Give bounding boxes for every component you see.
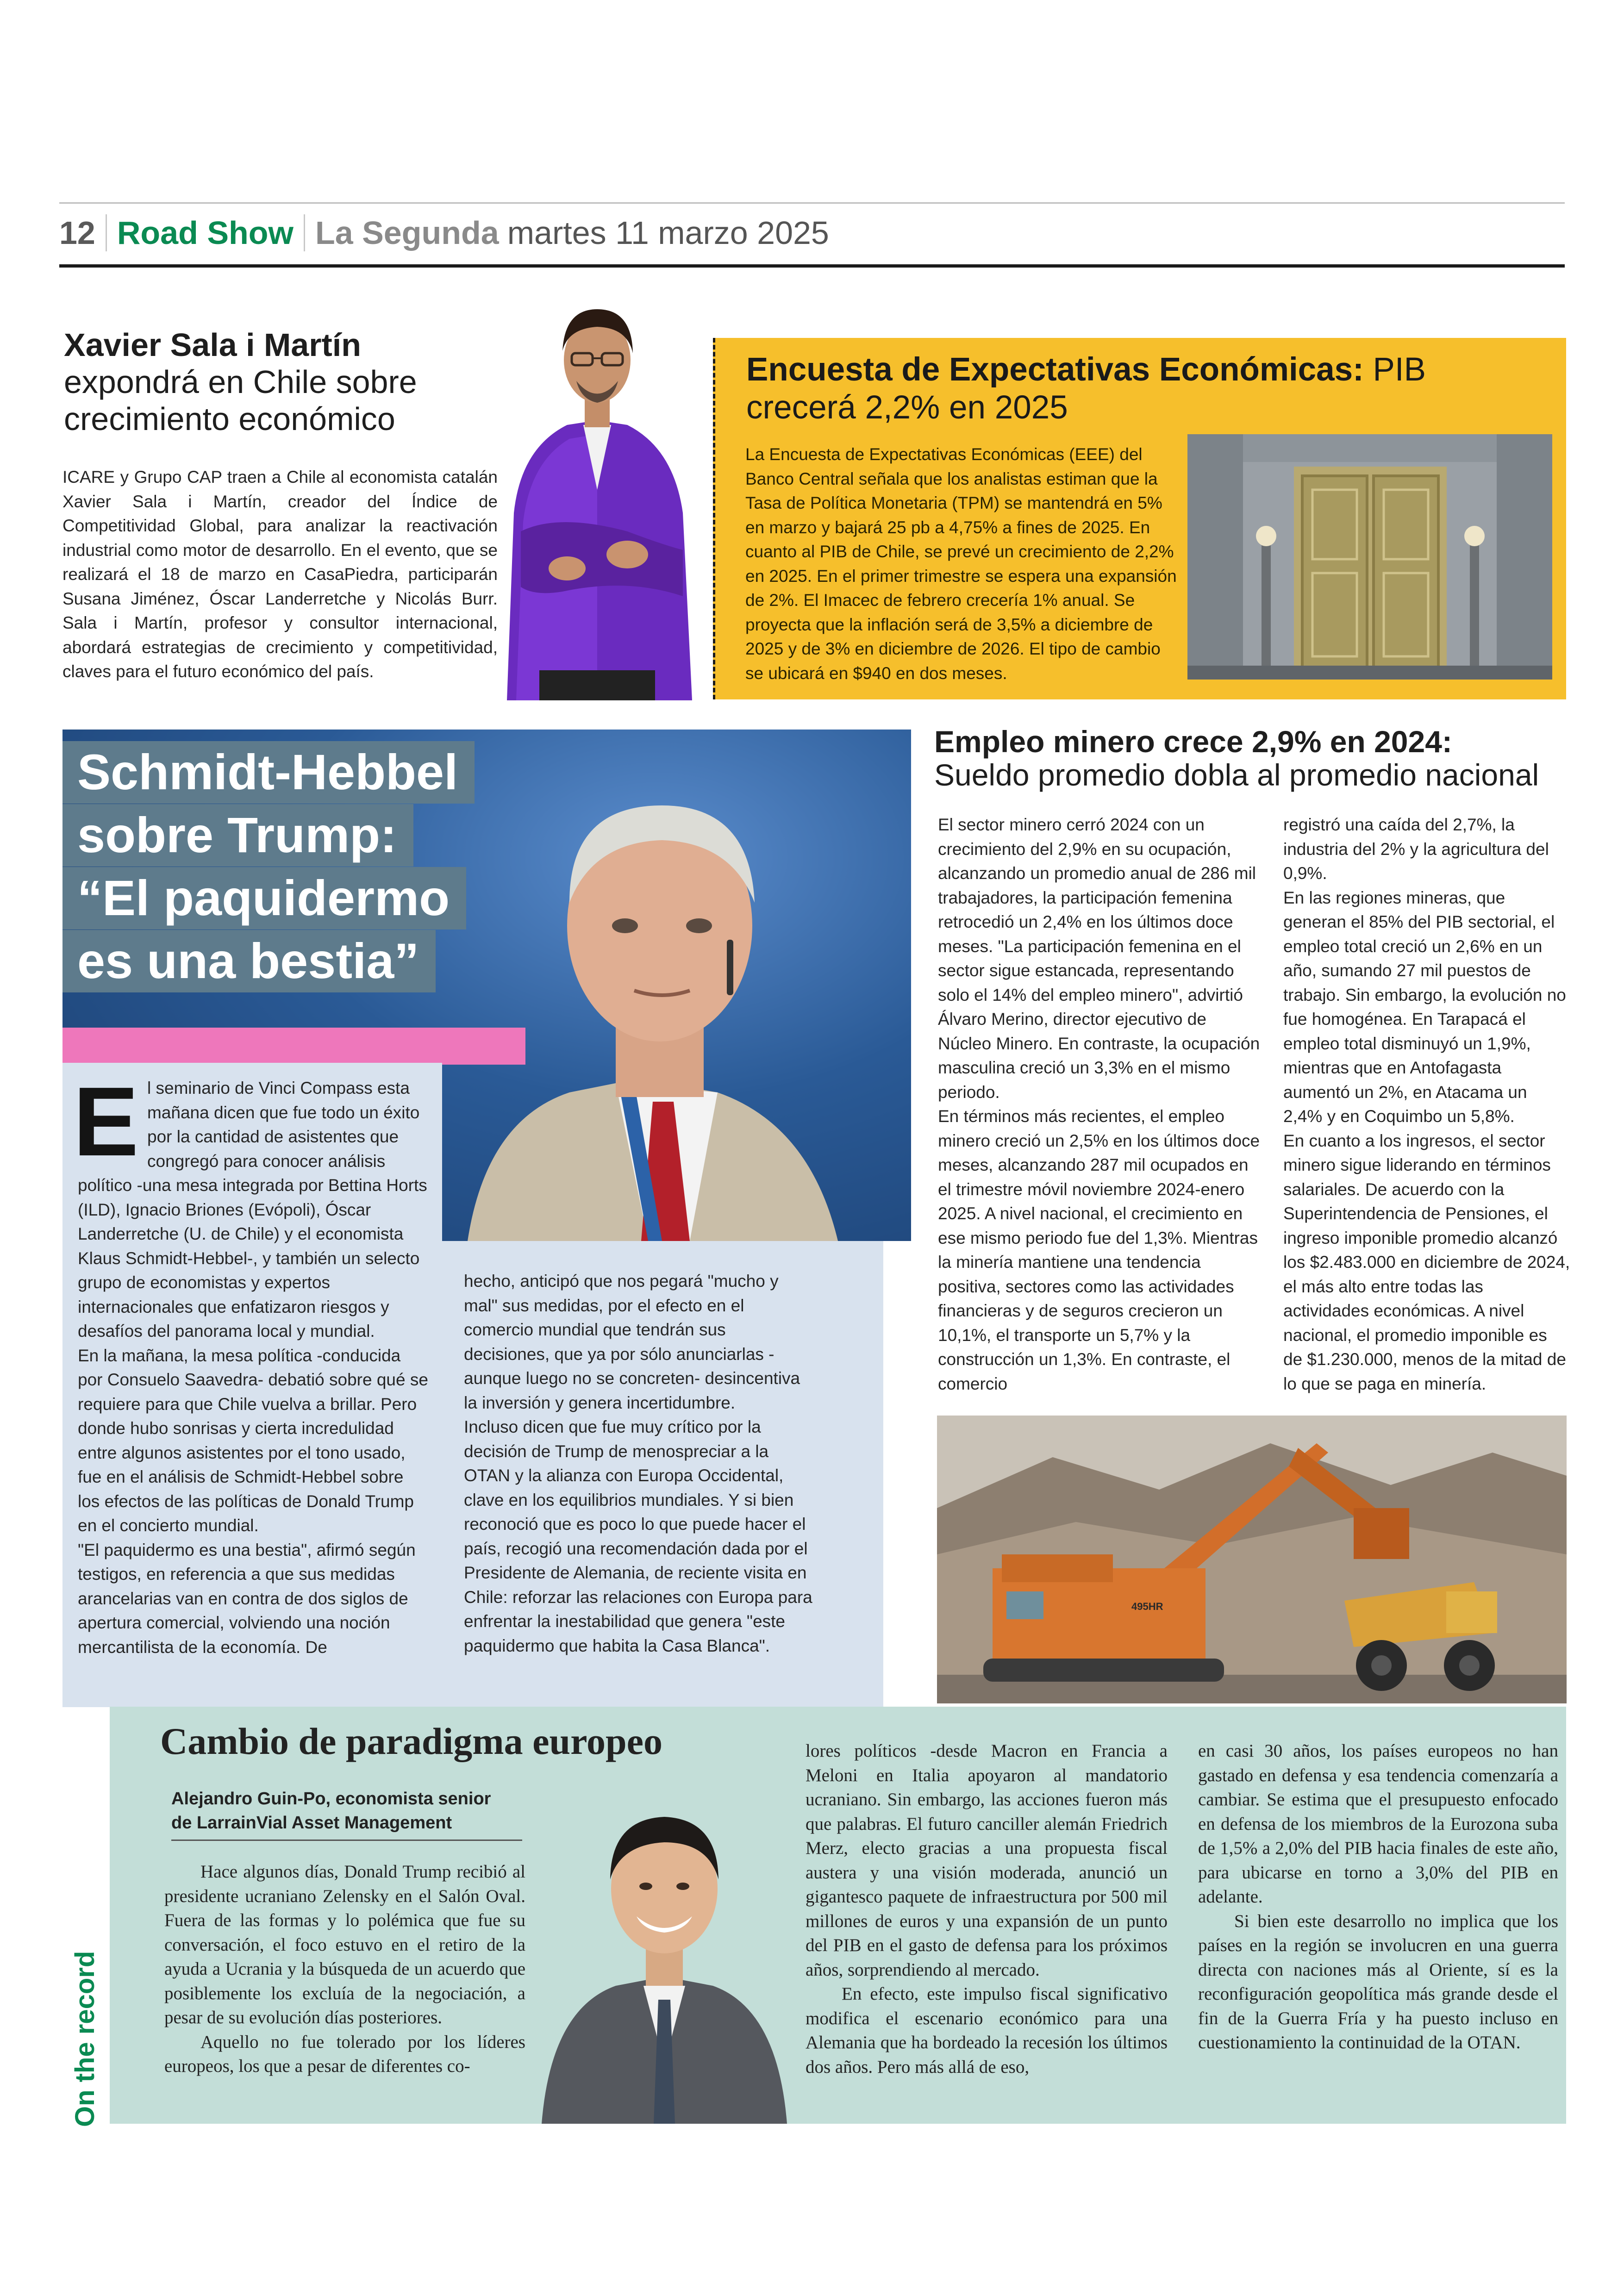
schmidt-headline xyxy=(62,741,479,992)
otr-paragraph-5: en casi 30 años, los países europeos no han gastado en defensa y esa tendencia comenzaría a cambiar. Se estima que el presupuesto enfocado en defensa de los miembros de la Eurozona suba de 1,5% a 2,0% del PIB hacia finales de este año, para ubicarse en torno a 3,0% del PIB en adelante. xyxy=(1198,1741,1558,1907)
otr-paragraph-4: En efecto, este impulso fiscal significativo modifica el escenario económico para una Alemania que ha bordeado la recesión los últimos dos años. Pero más allá de eso, xyxy=(806,1984,1168,2077)
on-the-record-author xyxy=(171,1787,523,1835)
otr-paragraph-2: Aquello no fue tolerado por los líderes europeos, los que a pesar de diferentes co- xyxy=(164,2032,525,2076)
header-divider xyxy=(304,214,305,251)
schmidt-paragraph-2: En la mañana, la mesa política -conducida por Consuelo Saavedra- debatió sobre qué se requiere para que Chile vuelva a brillar. Pero donde hubo sonrisas y cierta incredulidad entre algunos asistentes por el tono usado, fue en el análisis de Schmidt-Hebbel sobre los efectos de las políticas de Donald Trump en el concierto mundial. xyxy=(78,1346,428,1535)
schmidt-column-1 xyxy=(78,1076,430,1659)
xavier-paragraph: ICARE y Grupo CAP traen a Chile al economista catalán Xavier Sala i Martín, creador del Índice de Competitividad Global, para analizar la reactivación industrial como motor de desarrollo. En el evento, que se realizará el 18 de marzo en CasaPiedra, participarán Susana Jiménez, Óscar Landerretche y Nicolás Burr. Sala i Martín, profesor y consultor internacional, abordará estrategias de crecimiento y competitividad, claves para el futuro económico del país. xyxy=(62,468,498,681)
schmidt-headline-line2: sobre Trump: xyxy=(62,804,413,867)
schmidt-paragraph-1 xyxy=(78,1076,430,1344)
encuesta-paragraph: La Encuesta de Expectativas Económicas (EEE) del Banco Central señala que los analistas estiman que la Tasa de Política Monetaria (TPM) se mantendrá en 5% en marzo y bajará 25 pb a 4,75% a fines de 2025. En cuanto al PIB de Chile, se prevé un crecimiento de 2,2% en 2025. En el primer trimestre se espera una expansión de 2%. El Imacec de febrero crecería 1% anual. Se proyecta que la inflación será de 3,5% a diciembre de 2025 y de 3% en diciembre de 2026. El tipo de cambio se ubicará en $940 en dos meses. xyxy=(745,445,1177,683)
page-number: 12 xyxy=(59,215,95,251)
on-the-record-headline: Cambio de paradigma europeo xyxy=(160,1720,663,1762)
schmidt-pink-accent-bar xyxy=(62,1028,525,1065)
banco-central-door-photo xyxy=(1187,434,1552,680)
encuesta-headline-bold: Encuesta de Expectativas Económicas: xyxy=(746,351,1364,388)
schmidt-headline-line3: “El paquidermo xyxy=(62,867,466,929)
empleo-paragraph-2: En términos más recientes, el empleo minero creció un 2,5% en los últimos doce meses, alcanzando 287 mil ocupados en el trimestre móvil noviembre 2024-enero 2025. A nivel nacional, el crecimiento en ese mismo periodo fue del 1,3%. Mientras la minería mantiene una tendencia positiva, sectores como las actividades financieras y de seguros crecieron un 10,1%, el transporte un 5,7% y la construcción un 1,3%. En contraste, el comercio xyxy=(938,1107,1260,1393)
schmidt-paragraph-5: Incluso dicen que fue muy crítico por la decisión de Trump de menospreciar a la OTAN y la alianza con Europa Occidental, clave en los equilibrios mundiales. Y si bien reconoció que es poco lo que puede hacer el país, recogió una recomendación dada por el Presidente de Alemania, de reciente visita en Chile: reforzar las relaciones con Europa para enfrentar la inestabilidad que genera "este paquidermo que habita la Casa Blanca". xyxy=(464,1417,812,1655)
xavier-headline-line2: crecimiento económico xyxy=(64,401,395,437)
empleo-headline-bold: Empleo minero crece 2,9% en 2024: xyxy=(934,724,1452,759)
mining-equipment-photo xyxy=(937,1416,1567,1703)
otr-paragraph-6: Si bien este desarrollo no implica que los países en la región se involucren en una guerra directa con naciones más al Oriente, sí es la reconfiguración geopolítica más grande desde el fin de la Guerra Fría y ha puesto incluso en cuestionamiento la continuidad de la OTAN. xyxy=(1198,1911,1558,2052)
on-the-record-label: On the record xyxy=(70,1951,100,2127)
schmidt-portrait xyxy=(431,741,911,1241)
page-header xyxy=(59,207,829,258)
author-portrait xyxy=(532,1768,796,2124)
empleo-paragraph-5: En cuanto a los ingresos, el sector minero sigue liderando en términos salariales. De acuerdo con la Superintendencia de Pensiones, el ingreso imponible promedio alcanzó los $2.483.000 en diciembre de 2024, el más alto entre todas las actividades económicas. A nivel nacional, el promedio imponible es de $1.230.000, menos de la mitad de lo que se paga en minería. xyxy=(1283,1131,1570,1393)
xavier-portrait xyxy=(488,272,706,700)
schmidt-paragraph-4: hecho, anticipó que nos pegará "mucho y mal" sus medidas, por el efecto en el comercio mundial que tendrán sus decisiones, que ya por sólo anunciarlas -aunque luego no se concreten- desincentiva la inversión y genera incertidumbre. xyxy=(464,1272,800,1412)
author-line-2: de LarrainVial Asset Management xyxy=(171,1813,452,1833)
on-the-record-column-1 xyxy=(164,1860,525,2079)
schmidt-headline-line1: Schmidt-Hebbel xyxy=(62,741,475,804)
header-top-rule xyxy=(59,202,1565,204)
schmidt-paragraph-1-text: l seminario de Vinci Compass esta mañana dicen que fue todo un éxito por la cantidad de asistentes que congregó para conocer análisis político -una mesa integrada por Bettina Horts (ILD), Ignacio Briones (Evópoli), Óscar Landerretche (U. de Chile) y el economista Klaus Schmidt-Hebbel-, y también un selecto grupo de economistas y expertos internacionales que enfatizaron riesgos y desafíos del panorama local y mundial. xyxy=(78,1079,427,1341)
otr-paragraph-1: Hace algunos días, Donald Trump recibió al presidente ucraniano Zelensky en el Salón Oval. Fuera de las formas y lo polémica que fue su conversación, el foco estuvo en el retiro de la ayuda a Ucrania y la búsqueda de un acuerdo que posiblemente los excluía de la negociación, a pesar de su evolución días posteriores. xyxy=(164,1862,525,2027)
section-name: Road Show xyxy=(117,215,294,251)
empleo-column-1 xyxy=(938,813,1262,1396)
empleo-paragraph-1: El sector minero cerró 2024 con un crecimiento del 2,9% en su ocupación, alcanzando un promedio anual de 286 mil trabajadores, la participación femenina retrocedió un 2,4% en los últimos doce meses. "La participación femenina en el sector sigue estancada, representando solo el 14% del empleo minero", advirtió Álvaro Merino, director ejecutivo de Núcleo Minero. En contraste, la ocupación masculina creció un 3,3% en el mismo periodo. xyxy=(938,815,1260,1102)
encuesta-headline xyxy=(746,351,1543,427)
shovel-model-label: 495HR xyxy=(1131,1601,1163,1612)
author-line-1: Alejandro Guin-Po, economista senior xyxy=(171,1789,491,1809)
encuesta-headline-rest: PIB crecerá 2,2% en 2025 xyxy=(746,351,1426,426)
schmidt-drop-cap: E xyxy=(73,1066,139,1176)
otr-paragraph-3: lores políticos -desde Macron en Francia a Meloni en Italia apoyaron al mandatorio ucraniano. Sin embargo, las acciones fueron más que palabras. El futuro canciller alemán Friedrich Merz, electo gracias a una propuesta fiscal austera y una visión moderada, anunció un gigantesco paquete de infraestructura por 500 mil millones de euros y una expansión de un punto del PIB en el gasto de defensa para los próximos años, sorprendiendo al mercado. xyxy=(806,1741,1168,1980)
on-the-record-column-3 xyxy=(1198,1739,1558,2055)
empleo-paragraph-4: En las regiones mineras, que generan el 85% del PIB sectorial, el empleo total creció un 2,6% en un año, sumando 27 mil puestos de trabajo. Sin embargo, la evolución no fue homogénea. En Tarapacá el empleo total disminuyó un 1,9%, mientras que en Antofagasta aumentó un 2%, en Atacama un 2,4% y en Coquimbo un 5,8%. xyxy=(1283,888,1566,1126)
xavier-headline xyxy=(64,326,499,437)
issue-date: martes 11 marzo 2025 xyxy=(507,215,829,251)
schmidt-paragraph-3: "El paquidermo es una bestia", afirmó según testigos, en referencia a que sus medidas arancelarias van en contra de dos siglos de apertura comercial, volviendo una noción mercantilista de la economía. De xyxy=(78,1540,416,1657)
xavier-article-body xyxy=(62,465,498,684)
xavier-name: Xavier Sala i Martín xyxy=(64,327,361,363)
on-the-record-column-2 xyxy=(806,1739,1168,2079)
encuesta-article-body xyxy=(745,443,1181,686)
header-divider xyxy=(106,214,107,251)
schmidt-headline-line4: es una bestia” xyxy=(62,930,436,992)
author-rule xyxy=(171,1840,522,1841)
encuesta-dashed-border xyxy=(713,338,715,699)
xavier-headline-line1: expondrá en Chile sobre xyxy=(64,364,417,400)
publication-name: La Segunda xyxy=(315,215,499,251)
empleo-column-2 xyxy=(1283,813,1570,1396)
header-bottom-rule xyxy=(59,264,1565,268)
schmidt-column-2 xyxy=(464,1269,816,1658)
empleo-headline-rest: Sueldo promedio dobla al promedio nacional xyxy=(934,758,1539,792)
empleo-paragraph-3: registró una caída del 2,7%, la industria del 2% y la agricultura del 0,9%. xyxy=(1283,815,1549,883)
empleo-headline xyxy=(934,725,1568,792)
